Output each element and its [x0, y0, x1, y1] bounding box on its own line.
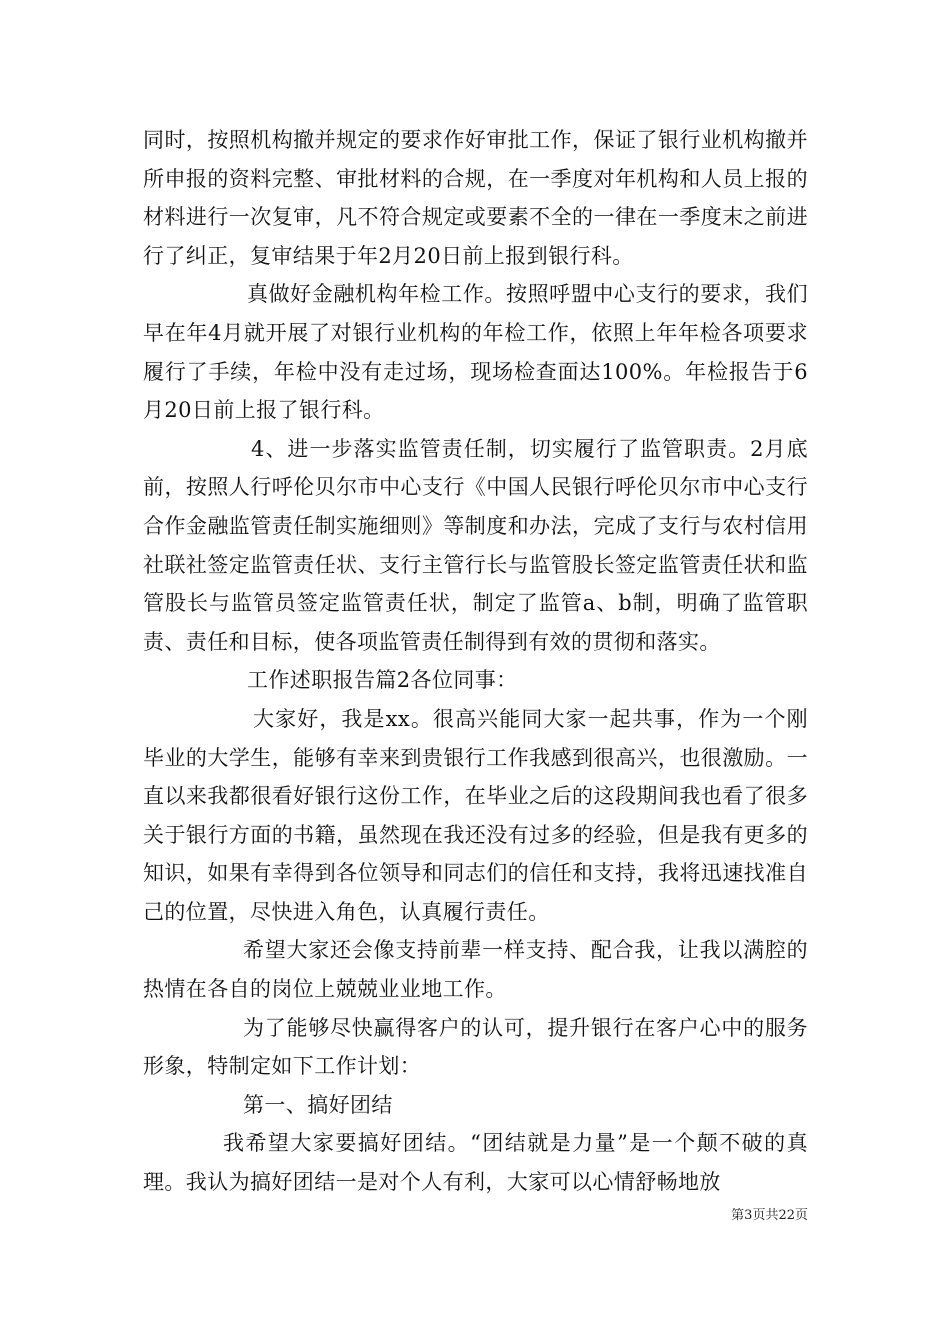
section-heading-report-2: 工作述职报告篇2各位同事： — [247, 668, 518, 693]
paragraph-hope-support: 希望大家还会像支持前辈一样支持、配合我，让我以满腔的热情在各自的岗位上兢兢业业地工作。 — [143, 938, 808, 1002]
paragraph-unity: 我希望大家要搞好团结。“团结就是力量”是一个颠不破的真理。我认为搞好团结一是对个人有利，大家可以心情舒畅地放 — [143, 1131, 808, 1195]
paragraph-approval-work: 同时，按照机构撤并规定的要求作好审批工作，保证了银行业机构撤并所申报的资料完整、审批材料的合规，在一季度对年机构和人员上报的材料进行一次复审，凡不符合规定或要素不全的一律在一季度末之前进行了纠正，复审结果于年2月20日前上报到银行科。 — [143, 128, 808, 268]
heading-first-unity: 第一、搞好团结 — [243, 1092, 393, 1117]
paragraph-supervision-responsibility: 4、进一步落实监管责任制，切实履行了监管职责。2月底前，按照人行呼伦贝尔市中心支行《中国人民银行呼伦贝尔市中心支行合作金融监管责任制实施细则》等制度和办法，完成了支行与农村信用社联社签定监管责任状、支行主管行长与监管股长签定监管责任状和监管股长与监管员签定监管责任状，制定了监管a、b制，明确了监管职责、责任和目标，使各项监管责任制得到有效的贯彻和落实。 — [143, 436, 808, 654]
document-body — [143, 121, 808, 1202]
page-number-footer: 第3页共22页 — [731, 1208, 808, 1223]
paragraph-work-plan-intro: 为了能够尽快赢得客户的认可，提升银行在客户心中的服务形象，特制定如下工作计划： — [143, 1015, 808, 1079]
paragraph-self-introduction: 大家好，我是xx。很高兴能同大家一起共事，作为一个刚毕业的大学生，能够有幸来到贵银行工作我感到很高兴，也很激励。一直以来我都很看好银行这份工作，在毕业之后的这段期间我也看了很多关于银行方面的书籍，虽然现在我还没有过多的经验，但是我有更多的知识，如果有幸得到各位领导和同志们的信任和支持，我将迅速找准自己的位置，尽快进入角色，认真履行责任。 — [143, 706, 808, 924]
paragraph-annual-inspection: 真做好金融机构年检工作。按照呼盟中心支行的要求，我们早在年4月就开展了对银行业机构的年检工作，依照上年年检各项要求履行了手续，年检中没有走过场，现场检查面达100%。年检报告于6月20日前上报了银行科。 — [143, 282, 808, 423]
